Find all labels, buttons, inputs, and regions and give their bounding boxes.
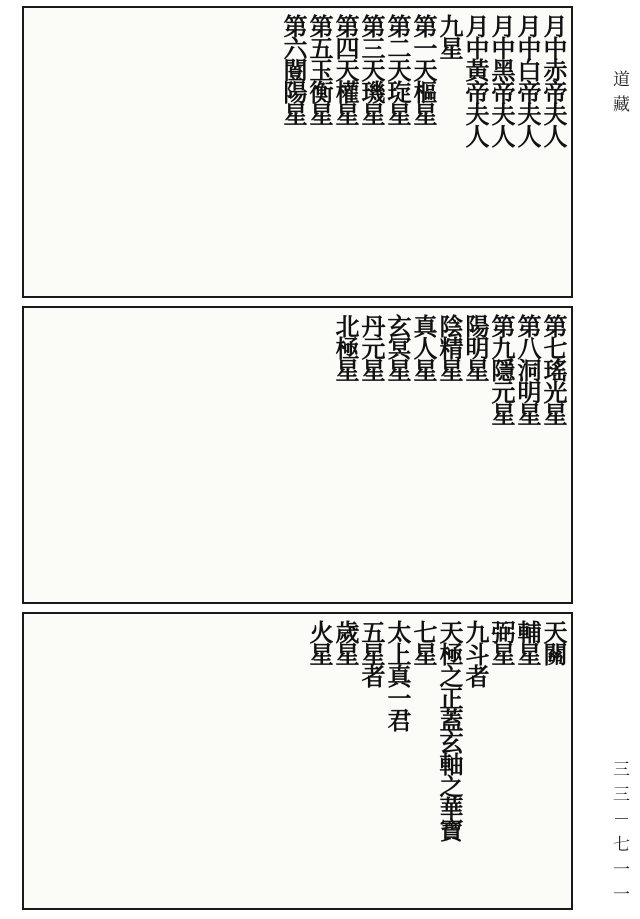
marginal-top: 道藏	[609, 70, 629, 120]
text-column: 九星	[435, 14, 464, 58]
text-column: 天極之正蓋玄軸之華寶	[435, 620, 464, 840]
text-column: 第五玉衡星	[305, 14, 334, 124]
text-column: 第一天樞星	[409, 14, 438, 124]
text-column: 第九隱元星	[487, 314, 516, 424]
text-column: 歲星	[331, 620, 360, 664]
text-column: 玄冥星	[383, 314, 412, 380]
text-column: 第二天琁星	[383, 14, 412, 124]
text-column: 月中白帝夫人	[513, 14, 542, 146]
text-column: 第六闓陽星	[279, 14, 308, 124]
text-column: 北極星	[331, 314, 360, 380]
text-column: 真人星	[409, 314, 438, 380]
text-column: 第四天權星	[331, 14, 360, 124]
text-column: 太上真一君	[383, 620, 412, 730]
text-column: 第八洞明星	[513, 314, 542, 424]
text-column: 月中黃帝夫人	[461, 14, 490, 146]
text-column: 天關	[539, 620, 568, 664]
text-column: 月中赤帝夫人	[539, 14, 568, 146]
panel-2	[22, 306, 573, 604]
panel-2-columns	[30, 314, 568, 596]
marginal-bottom: 三三－七一一	[609, 760, 629, 910]
text-column: 陰精星	[435, 314, 464, 380]
text-column: 火星	[305, 620, 334, 664]
panel-1	[22, 6, 573, 298]
text-column: 月中黑帝夫人	[487, 14, 516, 146]
text-column: 七星	[409, 620, 438, 664]
text-column: 弼星	[487, 620, 516, 664]
panel-3-columns	[30, 620, 568, 902]
panel-3	[22, 612, 573, 910]
text-column: 五星者	[357, 620, 386, 686]
text-column: 第七瑤光星	[539, 314, 568, 424]
text-column: 丹元星	[357, 314, 386, 380]
panel-1-columns	[30, 14, 568, 290]
text-column: 九斗者	[461, 620, 490, 686]
text-column: 陽明星	[461, 314, 490, 380]
text-column: 第三天璣星	[357, 14, 386, 124]
text-column: 輔星	[513, 620, 542, 664]
